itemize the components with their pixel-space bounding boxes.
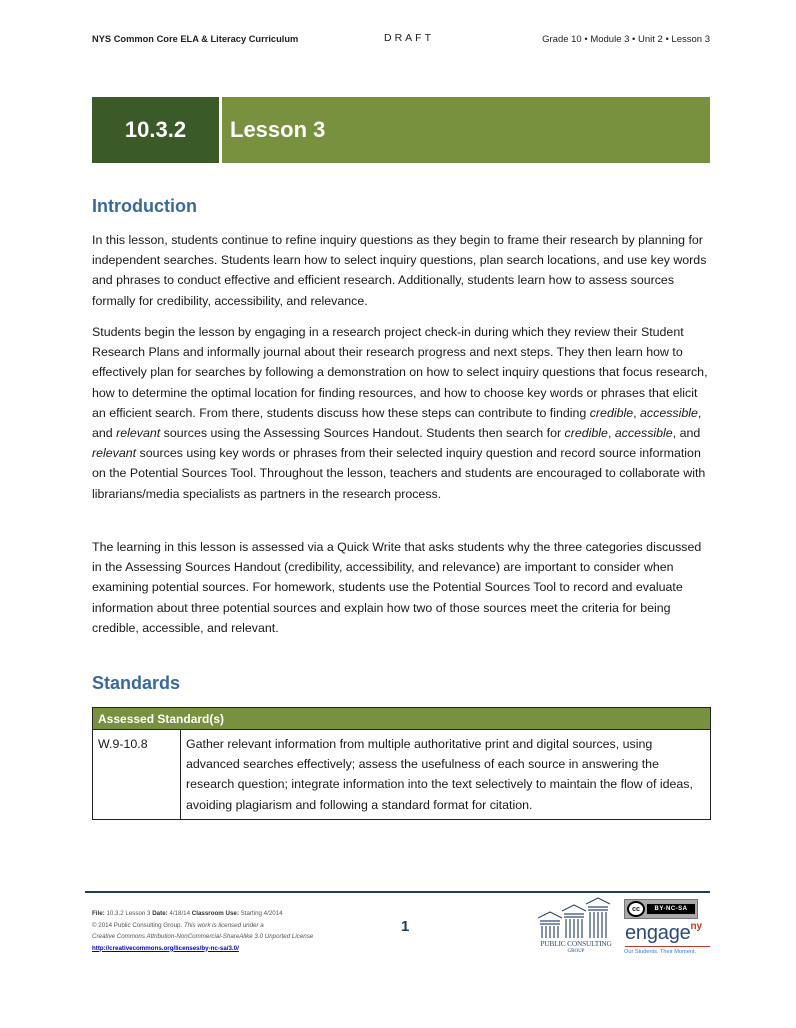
emphasis-relevant: relevant: [92, 446, 137, 461]
license-name: Creative Commons Attribution-NonCommercial-ShareAlike 3.0 Unported License: [92, 933, 314, 940]
emphasis-credible: credible: [589, 405, 634, 420]
emphasis-credible: credible: [564, 426, 608, 441]
copyright-text: © 2014 Public Consulting Group.: [92, 921, 184, 929]
text-run: , and: [672, 426, 701, 441]
engageny-logo: [625, 922, 702, 945]
engage-ny-superscript: ny: [690, 921, 702, 933]
cc-license-label: BY-NC-SA: [647, 904, 695, 914]
assessed-standards-header: Assessed Standard(s): [93, 708, 711, 730]
intro-paragraph-2: [92, 322, 712, 504]
text-run: sources using the Assessing Sources Handout. Students then search for: [160, 426, 565, 441]
classroom-use-label: Classroom Use:: [191, 910, 239, 917]
standard-code: W.9-10.8: [93, 730, 181, 820]
text-run: sources using key words or phrases from their selected inquiry question and record source information on the Potential Sources Tool. Throughout the lesson, teachers and students are encouraged to collaborate with librarians/media specialists as partners in the research process.: [92, 446, 706, 501]
footer-metadata: [92, 908, 372, 954]
curriculum-name: NYS Common Core ELA & Literacy Curriculum: [92, 34, 299, 44]
footer-divider: [85, 891, 710, 893]
license-link[interactable]: http://creativecommons.org/licenses/by-nc-sa/3.0/: [92, 944, 239, 952]
engage-underline: [625, 946, 710, 947]
date-label: Date:: [152, 910, 168, 917]
grade-breadcrumb: Grade 10 • Module 3 • Unit 2 • Lesson 3: [542, 34, 710, 45]
intro-paragraph-1: In this lesson, students continue to refine inquiry questions as they begin to frame their research by planning for independent searches. Students learn how to select inquiry questions, plan search locations, and use key words and phrases to conduct effective and efficient research. Additionally, students learn how to assess sources formally for credibility, accessibility, and relevance.: [92, 233, 707, 308]
table-header-row: [93, 708, 711, 730]
file-info-line: [92, 908, 372, 920]
text-run: ,: [633, 405, 641, 420]
text-run: ,: [607, 426, 615, 441]
pcg-sub: GROUP: [567, 949, 585, 954]
standards-heading: Standards: [92, 673, 181, 693]
engage-tagline: Our Students. Their Moment.: [624, 949, 697, 955]
text-run: Students begin the lesson by engaging in a research project check-in during which they review their Student Research Plans and informally journal about their research progress and next steps. They then learn how to effectively plan for searches by following a demonstration on how to select inquiry questions that focus research, how to determine the optimal location for finding resources, and how to choose key words or phrases that elicit an efficient search. From there, students discuss how these steps can contribute to finding: [92, 325, 708, 420]
pcg-name: PUBLIC CONSULTING: [540, 939, 612, 948]
intro-paragraph-3: The learning in this lesson is assessed via a Quick Write that asks students why the three categories discussed in the Assessing Sources Handout (credibility, accessibility, and relevance) are important to consider when examining potential sources. For homework, students use the Potential Sources Tool to record and evaluate information about three potential sources and explain how two of those sources meet the criteria for being credible, accessible, and relevant.: [92, 540, 702, 635]
lesson-number: 10.3.2: [92, 97, 219, 163]
engage-word: engage: [625, 922, 691, 944]
classroom-use-value: Starting 4/2014: [238, 910, 283, 917]
emphasis-relevant: relevant: [116, 426, 161, 441]
file-label: File:: [92, 910, 105, 917]
license-intro: This work is licensed under a: [183, 921, 264, 929]
title-band: [92, 97, 710, 163]
text-run: , and: [92, 405, 702, 441]
cc-icon: cc: [627, 901, 645, 917]
running-header: [92, 34, 710, 48]
emphasis-accessible: accessible: [640, 405, 698, 420]
standards-table: [92, 707, 711, 820]
draft-label: DRAFT: [384, 32, 434, 44]
lesson-title: Lesson 3: [222, 97, 710, 163]
creative-commons-badge: [624, 899, 698, 919]
page-number: 1: [401, 918, 410, 935]
copyright-line: [92, 920, 372, 932]
emphasis-accessible: accessible: [614, 426, 673, 441]
table-row: [93, 730, 711, 820]
standard-description: Gather relevant information from multiple authoritative print and digital sources, using advanced searches effectively; assess the usefulness of each source in answering the research question; integrate information into the text selectively to maintain the flow of ideas, avoiding plagiarism and following a standard format for citation.: [181, 730, 711, 820]
introduction-heading: Introduction: [92, 196, 197, 216]
date-value: 4/18/14: [167, 910, 192, 917]
file-value: 10.3.2 Lesson 3: [104, 910, 153, 917]
